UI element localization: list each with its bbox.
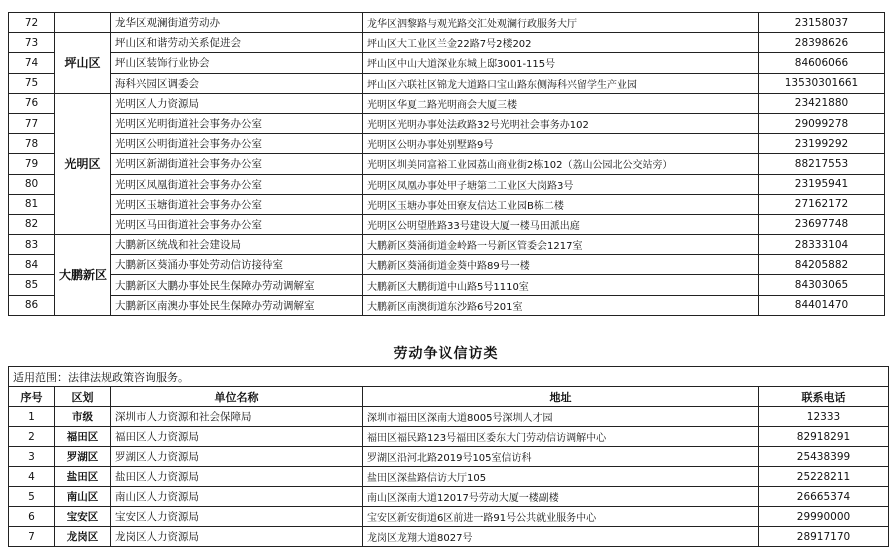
- row-number: 85: [9, 275, 55, 295]
- header-row: [9, 387, 889, 407]
- table-row: [9, 113, 885, 133]
- unit-name: 深圳市人力资源和社会保障局: [111, 407, 363, 427]
- unit-name: 光明区马田街道社会事务办公室: [111, 214, 363, 234]
- phone: 28917170: [759, 527, 889, 547]
- row-number: 6: [9, 507, 55, 527]
- address: 宝安区新安街道6区前进一路91号公共就业服务中心: [363, 507, 759, 527]
- scope-row: [9, 367, 889, 387]
- phone: 84401470: [759, 295, 885, 315]
- table-row: [9, 407, 889, 427]
- phone: 82918291: [759, 427, 889, 447]
- unit-name: 光明区玉塘街道社会事务办公室: [111, 194, 363, 214]
- unit-name: 光明区新湖街道社会事务办公室: [111, 154, 363, 174]
- address: 坪山区六联社区锦龙大道路口宝山路东侧海科兴留学生产业园: [363, 73, 759, 93]
- address: 南山区深南大道12017号劳动大厦一楼副楼: [363, 487, 759, 507]
- table-row: [9, 507, 889, 527]
- row-number: 86: [9, 295, 55, 315]
- address: 坪山区大工业区兰金22路7号2楼202: [363, 33, 759, 53]
- table-row: [9, 33, 885, 53]
- table-row: [9, 73, 885, 93]
- unit-name: 大鹏新区南澳办事处民生保障办劳动调解室: [111, 295, 363, 315]
- address: 光明区公明望胜路33号建设大厦一楼马田派出庭: [363, 214, 759, 234]
- phone: 84606066: [759, 53, 885, 73]
- row-number: 74: [9, 53, 55, 73]
- address: 深圳市福田区深南大道8005号深圳人才园: [363, 407, 759, 427]
- table-row: [9, 447, 889, 467]
- unit-name: 光明区人力资源局: [111, 93, 363, 113]
- phone: 28398626: [759, 33, 885, 53]
- phone: 25438399: [759, 447, 889, 467]
- contacts-table-1: [8, 12, 885, 316]
- phone: 84303065: [759, 275, 885, 295]
- table-row: [9, 93, 885, 113]
- table-row: [9, 194, 885, 214]
- district-cell: 罗湖区: [55, 447, 111, 467]
- row-number: 73: [9, 33, 55, 53]
- phone: 27162172: [759, 194, 885, 214]
- contacts-table-2: [8, 366, 889, 547]
- row-number: 75: [9, 73, 55, 93]
- address: 大鹏新区大鹏街道中山路5号1110室: [363, 275, 759, 295]
- unit-name: 坪山区装饰行业协会: [111, 53, 363, 73]
- row-number: 1: [9, 407, 55, 427]
- address: 光明区圳美同富裕工业园荔山商业街2栋102（荔山公园北公交站旁）: [363, 154, 759, 174]
- unit-name: 南山区人力资源局: [111, 487, 363, 507]
- address: 罗湖区沿河北路2019号105室信访科: [363, 447, 759, 467]
- row-number: 72: [9, 13, 55, 33]
- header-district: 区划: [55, 387, 111, 407]
- table-row: [9, 487, 889, 507]
- phone: 23421880: [759, 93, 885, 113]
- table-row: [9, 255, 885, 275]
- table-row: [9, 154, 885, 174]
- table-row: [9, 275, 885, 295]
- district-cell: 福田区: [55, 427, 111, 447]
- district-cell: 光明区: [55, 93, 111, 234]
- phone: 26665374: [759, 487, 889, 507]
- phone: 13530301661: [759, 73, 885, 93]
- phone: 23199292: [759, 134, 885, 154]
- phone: 84205882: [759, 255, 885, 275]
- address: 坪山区中山大道深业东城上邸3001-115号: [363, 53, 759, 73]
- phone: 88217553: [759, 154, 885, 174]
- row-number: 7: [9, 527, 55, 547]
- unit-name: 福田区人力资源局: [111, 427, 363, 447]
- section-title: 劳动争议信访类: [393, 346, 499, 362]
- district-cell: 坪山区: [55, 33, 111, 94]
- phone: 23697748: [759, 214, 885, 234]
- address: 大鹏新区葵涌街道金葵中路89号一楼: [363, 255, 759, 275]
- unit-name: 宝安区人力资源局: [111, 507, 363, 527]
- row-number: 4: [9, 467, 55, 487]
- table-row: [9, 427, 889, 447]
- table-row: [9, 295, 885, 315]
- address: 龙华区泗黎路与观光路交汇处观澜行政服务大厅: [363, 13, 759, 33]
- row-number: 78: [9, 134, 55, 154]
- district-cell: 大鹏新区: [55, 235, 111, 316]
- table-row: [9, 174, 885, 194]
- header-no: 序号: [9, 387, 55, 407]
- row-number: 81: [9, 194, 55, 214]
- unit-name: 大鹏新区葵涌办事处劳动信访接待室: [111, 255, 363, 275]
- header-phone: 联系电话: [759, 387, 889, 407]
- row-number: 82: [9, 214, 55, 234]
- phone: 29990000: [759, 507, 889, 527]
- district-cell: 龙岗区: [55, 527, 111, 547]
- address: 光明区公明办事处别墅路9号: [363, 134, 759, 154]
- table-row: [9, 134, 885, 154]
- scope-text: 适用范围：法律法规政策咨询服务。: [9, 367, 889, 387]
- row-number: 83: [9, 235, 55, 255]
- phone: 25228211: [759, 467, 889, 487]
- phone: 28333104: [759, 235, 885, 255]
- row-number: 77: [9, 113, 55, 133]
- row-number: 2: [9, 427, 55, 447]
- address: 光明区光明办事处法政路32号光明社会事务办102: [363, 113, 759, 133]
- district-cell: 宝安区: [55, 507, 111, 527]
- address: 光明区凤凰办事处甲子塘第二工业区大岗路3号: [363, 174, 759, 194]
- unit-name: 光明区公明街道社会事务办公室: [111, 134, 363, 154]
- district-cell: 南山区: [55, 487, 111, 507]
- table-row: [9, 214, 885, 234]
- table-row: [9, 467, 889, 487]
- address: 盐田区深盐路信访大厅105: [363, 467, 759, 487]
- unit-name: 坪山区和谐劳动关系促进会: [111, 33, 363, 53]
- address: 大鹏新区葵涌街道金岭路一号新区管委会1217室: [363, 235, 759, 255]
- address: 光明区华夏二路光明商会大厦三楼: [363, 93, 759, 113]
- address: 光明区玉塘办事处田寮友信达工业园B栋二楼: [363, 194, 759, 214]
- district-cell: 市级: [55, 407, 111, 427]
- unit-name: 大鹏新区大鹏办事处民生保障办劳动调解室: [111, 275, 363, 295]
- district-cell: 盐田区: [55, 467, 111, 487]
- unit-name: 盐田区人力资源局: [111, 467, 363, 487]
- table-row: [9, 13, 885, 33]
- unit-name: 大鹏新区统战和社会建设局: [111, 235, 363, 255]
- unit-name: 光明区光明街道社会事务办公室: [111, 113, 363, 133]
- row-number: 76: [9, 93, 55, 113]
- district-cell: [55, 13, 111, 33]
- address: 福田区福民路123号福田区委东大门劳动信访调解中心: [363, 427, 759, 447]
- table-row: [9, 235, 885, 255]
- unit-name: 海科兴园区调委会: [111, 73, 363, 93]
- table-row: [9, 53, 885, 73]
- header-address: 地址: [363, 387, 759, 407]
- unit-name: 龙岗区人力资源局: [111, 527, 363, 547]
- phone: 23195941: [759, 174, 885, 194]
- row-number: 84: [9, 255, 55, 275]
- phone: 29099278: [759, 113, 885, 133]
- unit-name: 龙华区观澜街道劳动办: [111, 13, 363, 33]
- phone: 23158037: [759, 13, 885, 33]
- phone: 12333: [759, 407, 889, 427]
- row-number: 79: [9, 154, 55, 174]
- row-number: 5: [9, 487, 55, 507]
- address: 龙岗区龙翔大道8027号: [363, 527, 759, 547]
- address: 大鹏新区南澳街道东沙路6号201室: [363, 295, 759, 315]
- header-name: 单位名称: [111, 387, 363, 407]
- table-row: [9, 527, 889, 547]
- unit-name: 罗湖区人力资源局: [111, 447, 363, 467]
- row-number: 3: [9, 447, 55, 467]
- row-number: 80: [9, 174, 55, 194]
- unit-name: 光明区凤凰街道社会事务办公室: [111, 174, 363, 194]
